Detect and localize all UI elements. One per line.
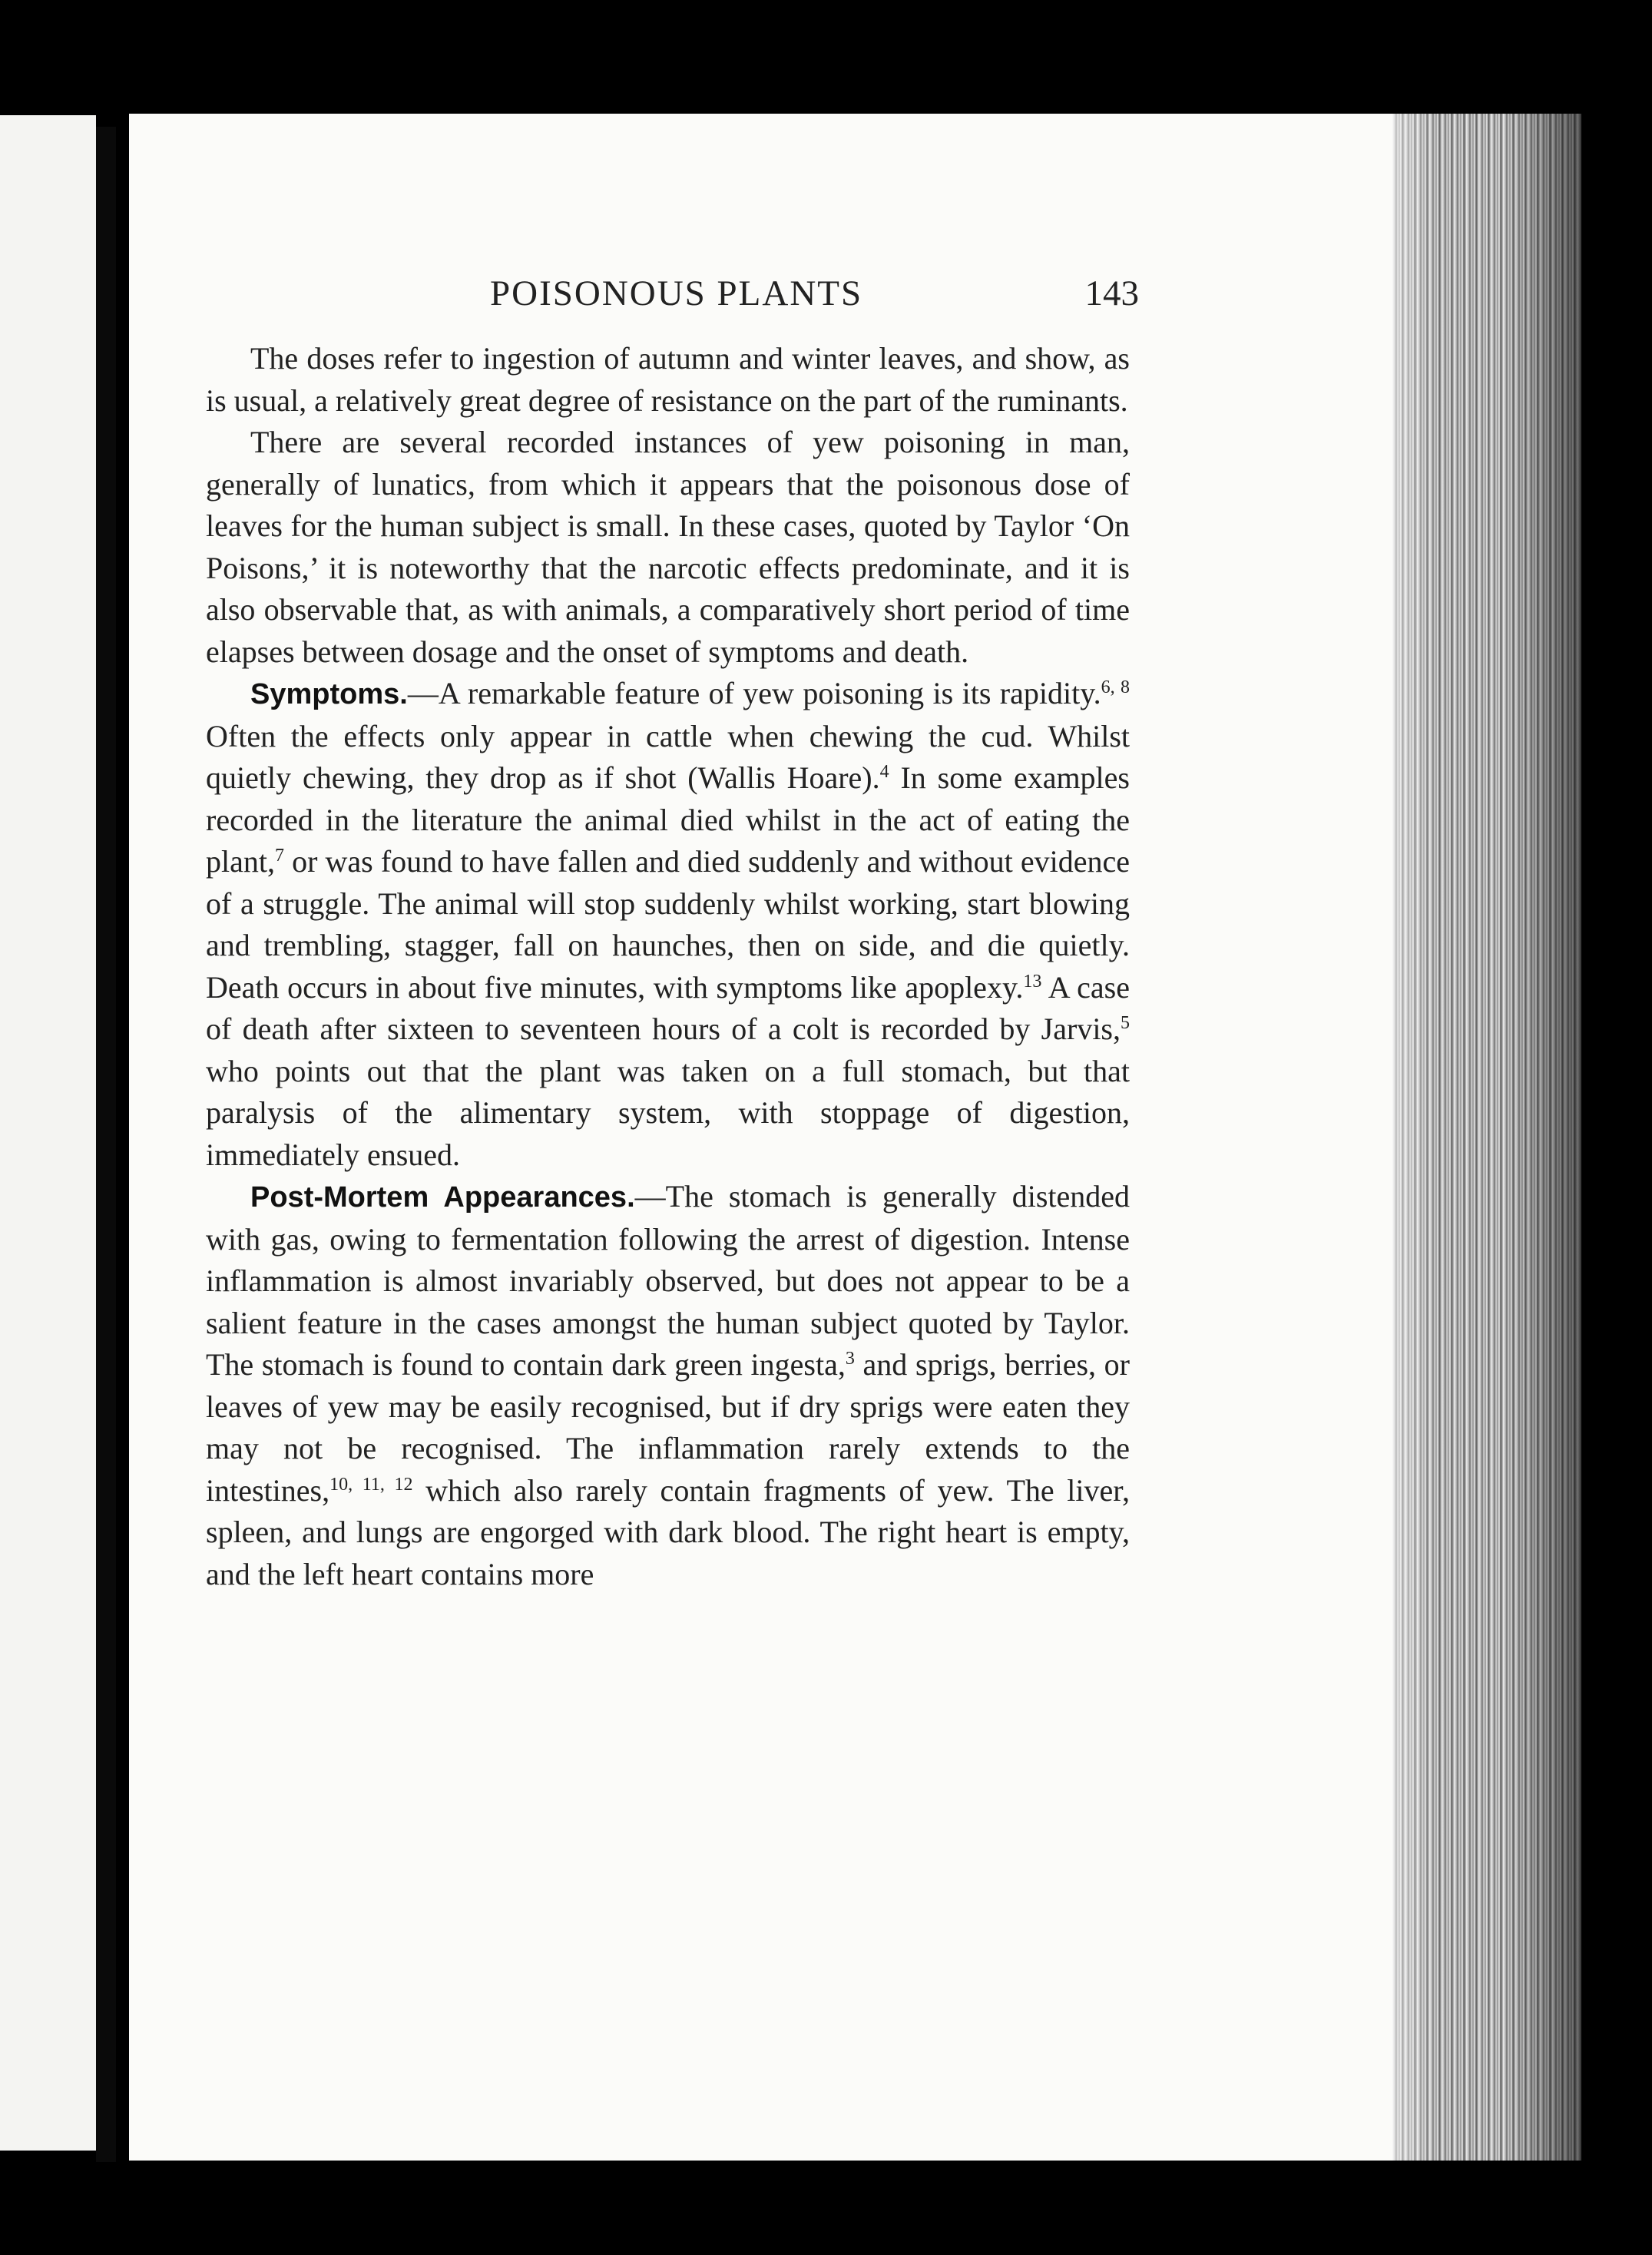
running-head: POISONOUS PLANTS — [490, 273, 863, 313]
footnote-ref: 5 — [1121, 1013, 1130, 1033]
page-block-shading — [1392, 114, 1581, 2161]
footnote-ref: 7 — [274, 846, 284, 866]
page-number: 143 — [1084, 273, 1139, 313]
footnote-ref: 13 — [1023, 971, 1042, 992]
paragraph-human-cases — [206, 422, 1130, 673]
paragraph-text: The doses refer to ingestion of autumn and winter leaves, and show, as is usual, a relatively great degree of resistance on the part of the ruminants. — [206, 341, 1130, 418]
paragraph-text: A case of death after sixteen to seventeen hours of a colt is recorded by Jarvis, — [206, 969, 1130, 1046]
page-body — [206, 338, 1130, 1595]
footnote-ref: 10, 11, 12 — [329, 1474, 413, 1495]
paragraph-text: which also rarely contain fragments of yew. The liver, spleen, and lungs are engorged with dark blood. The right heart is empty, and the left heart contains more — [206, 1472, 1131, 1591]
paragraph-doses — [206, 338, 1130, 422]
paragraph-text: There are several recorded instances of yew poisoning in man, generally of lunatics, from which it appears that the poisonous dose of leaves for the human subject is small. In these cases, quoted by Taylor ‘On Poisons,’ it is noteworthy that the narcotic effects predominate, and it is also observable that, as with animals, a comparatively short period of time elapses between dosage and the onset of symptoms and death. — [206, 425, 1130, 669]
paragraph-text: who points out that the plant was taken on a full stomach, but that paralysis of the alimentary system, with stoppage of digestion, immediately ensued. — [206, 1053, 1130, 1172]
footnote-ref: 3 — [845, 1349, 855, 1369]
paragraph-symptoms — [206, 673, 1130, 1176]
symptoms-heading: Symptoms. — [250, 678, 408, 710]
page-header — [206, 273, 1139, 319]
book-gutter — [96, 127, 116, 2162]
paragraph-text: —The stomach is generally distended with gas, owing to fermentation following the arrest of digestion. Intense inflammation is almost invariably observed, but does not appear to be a salient feature in the cases amongst the human subject quoted by Taylor. The stomach is found to contain dark green ingesta, — [206, 1179, 1131, 1382]
paragraph-text: and sprigs, berries, or leaves of yew may be easily recognised, but if dry sprigs were eaten they may not be recognised. The inflammation rarely extends to the intestines, — [206, 1347, 1131, 1508]
paragraph-text: —A remarkable feature of yew poisoning is its rapidity. — [407, 676, 1101, 710]
footnote-ref: 6, 8 — [1101, 677, 1131, 697]
paragraph-text: Often the effects only appear in cattle when chewing the cud. Whilst quietly chewing, they drop as if shot (Wallis Hoare). — [206, 718, 1130, 795]
post-mortem-heading: Post-Mortem Appearances. — [250, 1181, 635, 1214]
paragraph-post-mortem — [206, 1176, 1130, 1595]
facing-page-edge — [0, 115, 96, 2151]
footnote-ref: 4 — [879, 762, 889, 782]
paragraph-text: In some examples recorded in the literature the animal died whilst in the act of eating the plant, — [206, 760, 1130, 879]
paragraph-text: or was found to have fallen and died suddenly and without evidence of a struggle. The animal will stop suddenly whilst working, start blowing and trembling, stagger, fall on haunches, then on side, and die quietly. Death occurs in about five minutes, with symptoms like apoplexy. — [206, 844, 1130, 1005]
